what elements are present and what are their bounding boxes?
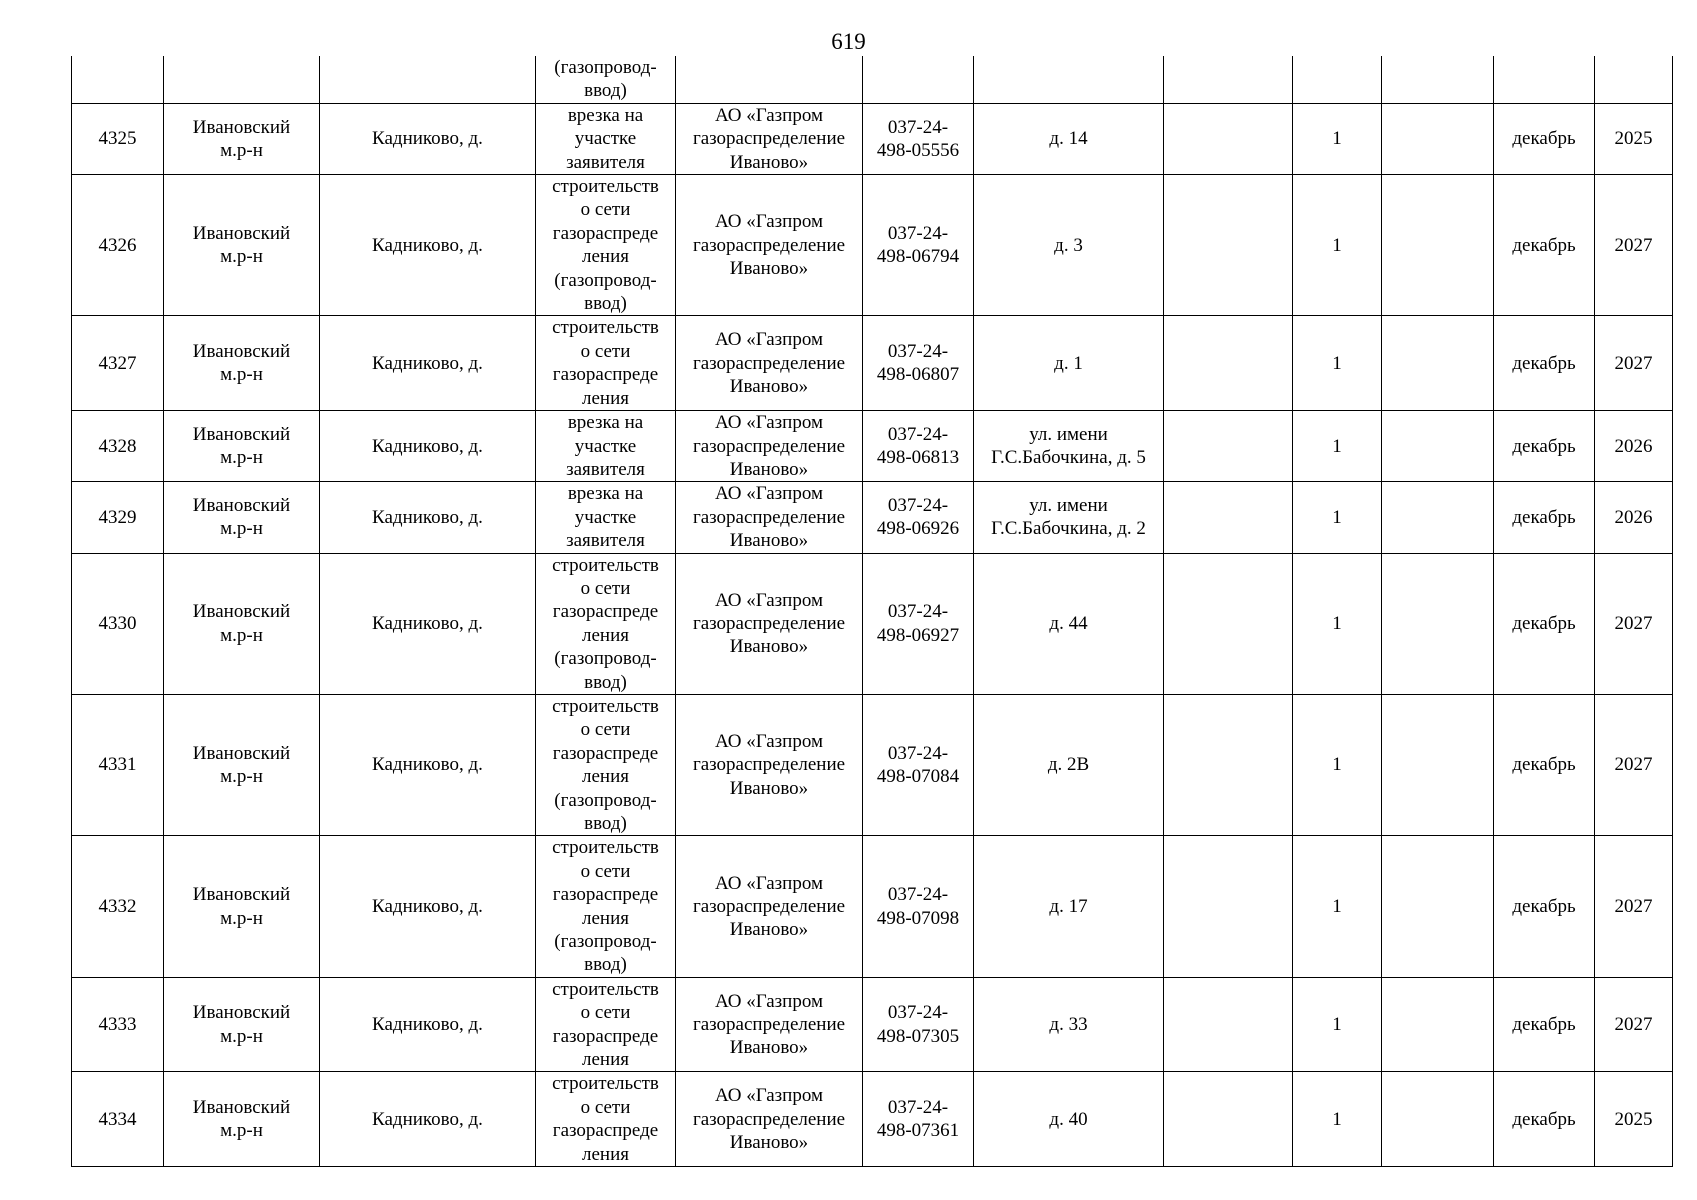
cell-month: декабрь	[1494, 553, 1595, 694]
cell-organization-line: Иваново»	[729, 530, 809, 552]
cell-address	[974, 175, 1164, 316]
cell-empty	[1382, 694, 1494, 835]
cell-address-line: ул. имени	[1029, 495, 1108, 517]
cell-organization-line: газораспределение	[692, 506, 846, 528]
cell-type-line: строительств	[552, 978, 659, 1000]
cell-organization-line: Иваново»	[729, 458, 809, 480]
cell-count: 1	[1293, 103, 1382, 174]
cell-year: 2027	[1595, 553, 1673, 694]
cell-code-line: 037-24-	[887, 116, 949, 138]
cell-organization-line: Иваново»	[729, 257, 809, 279]
cell-type	[536, 977, 676, 1072]
cell-type-line: ввод)	[584, 671, 627, 693]
cell-organization	[676, 836, 863, 977]
cell-empty	[1382, 175, 1494, 316]
cell-count: 1	[1293, 411, 1382, 482]
cell-district-line: м.р-н	[220, 907, 263, 929]
cell-code	[863, 553, 974, 694]
cell-empty	[1164, 175, 1293, 316]
cell-empty	[1164, 103, 1293, 174]
cell-address	[974, 977, 1164, 1072]
cell-type-line: ввод)	[584, 813, 627, 834]
cell-code-line: 037-24-	[887, 423, 949, 445]
cell-month: декабрь	[1494, 316, 1595, 411]
cell-type	[536, 1072, 676, 1167]
cell-organization-line: АО «Газпром	[714, 211, 824, 233]
table-row	[72, 694, 1673, 835]
cell-organization	[676, 175, 863, 316]
cell-district-line: м.р-н	[220, 766, 263, 788]
cell-year: 2025	[1595, 103, 1673, 174]
cell-type-line: ления	[582, 387, 629, 409]
cell-code	[863, 1072, 974, 1167]
table-row	[72, 977, 1673, 1072]
cell-locality: Кадниково, д.	[320, 482, 536, 553]
cell-code-line: 498-06807	[876, 364, 960, 386]
cell-number: 4332	[72, 836, 164, 977]
cell-organization	[676, 1072, 863, 1167]
cell-year: 2025	[1595, 1072, 1673, 1167]
cell-code-line: 498-07361	[876, 1120, 960, 1142]
table-row	[72, 836, 1673, 977]
cell-type-line: газораспреде	[552, 1120, 659, 1142]
cell-type-line: строительств	[552, 176, 659, 198]
cell-type-line: газораспреде	[552, 222, 659, 244]
cell-empty	[320, 56, 536, 103]
cell-organization-line: АО «Газпром	[714, 990, 824, 1012]
cell-type-line: газораспреде	[552, 1025, 659, 1047]
cell-locality: Кадниково, д.	[320, 1072, 536, 1167]
cell-count: 1	[1293, 553, 1382, 694]
cell-address	[974, 694, 1164, 835]
table-row	[72, 411, 1673, 482]
cell-code-line: 498-07305	[876, 1025, 960, 1047]
cell-type-line: строительств	[552, 317, 659, 339]
cell-type	[536, 553, 676, 694]
cell-address-line: Г.С.Бабочкина, д. 2	[991, 518, 1146, 540]
cell-organization-line: газораспределение	[692, 1108, 846, 1130]
cell-type-line: ввод)	[584, 80, 627, 102]
cell-empty	[1382, 977, 1494, 1072]
cell-organization-line: АО «Газпром	[714, 104, 824, 126]
cell-empty	[863, 56, 974, 103]
cell-organization-line: АО «Газпром	[714, 329, 824, 351]
cell-code	[863, 411, 974, 482]
cell-district-line: м.р-н	[220, 447, 263, 469]
cell-empty	[1494, 56, 1595, 103]
cell-empty	[1382, 56, 1494, 103]
cell-district	[164, 411, 320, 482]
cell-number: 4325	[72, 103, 164, 174]
cell-month: декабрь	[1494, 836, 1595, 977]
cell-count: 1	[1293, 977, 1382, 1072]
cell-code-line: 037-24-	[887, 222, 949, 244]
cell-district-line: Ивановский	[192, 1002, 291, 1024]
cell-district-line: Ивановский	[192, 742, 291, 764]
cell-district-line: м.р-н	[220, 364, 263, 386]
cell-count: 1	[1293, 836, 1382, 977]
cell-code-line: 498-07098	[876, 907, 960, 929]
cell-count: 1	[1293, 175, 1382, 316]
cell-month: декабрь	[1494, 103, 1595, 174]
cell-district-line: Ивановский	[192, 423, 291, 445]
cell-code-line: 037-24-	[887, 884, 949, 906]
cell-type	[536, 56, 676, 103]
cell-type-line: о сети	[580, 1002, 631, 1024]
cell-type-line: ления	[582, 907, 629, 929]
cell-empty	[1382, 836, 1494, 977]
cell-empty	[1164, 553, 1293, 694]
cell-type-line: газораспреде	[552, 364, 659, 386]
cell-empty	[72, 56, 164, 103]
cell-type	[536, 175, 676, 316]
cell-type	[536, 316, 676, 411]
cell-code-line: 498-06927	[876, 624, 960, 646]
cell-address-line: ул. имени	[1029, 423, 1108, 445]
cell-type	[536, 482, 676, 553]
cell-locality: Кадниково, д.	[320, 316, 536, 411]
cell-locality: Кадниково, д.	[320, 103, 536, 174]
cell-type-line: (газопровод-	[554, 931, 657, 953]
cell-district-line: м.р-н	[220, 624, 263, 646]
cell-type-line: ввод)	[584, 293, 627, 315]
cell-empty	[1164, 977, 1293, 1072]
table-row	[72, 482, 1673, 553]
cell-type-line: о сети	[580, 719, 631, 741]
cell-type-line: ления	[582, 766, 629, 788]
cell-empty	[974, 56, 1164, 103]
cell-number: 4326	[72, 175, 164, 316]
cell-organization	[676, 411, 863, 482]
cell-district-line: Ивановский	[192, 601, 291, 623]
cell-organization	[676, 482, 863, 553]
cell-code	[863, 103, 974, 174]
cell-empty	[676, 56, 863, 103]
cell-month: декабрь	[1494, 175, 1595, 316]
table-row	[72, 1072, 1673, 1167]
cell-type-line: заявителя	[566, 151, 645, 173]
cell-count: 1	[1293, 1072, 1382, 1167]
cell-organization-line: газораспределение	[692, 1013, 846, 1035]
table-row	[72, 175, 1673, 316]
cell-district	[164, 482, 320, 553]
cell-empty	[1293, 56, 1382, 103]
cell-number: 4331	[72, 694, 164, 835]
table-row	[72, 316, 1673, 411]
cell-count: 1	[1293, 482, 1382, 553]
cell-locality: Кадниково, д.	[320, 175, 536, 316]
table-body	[72, 56, 1673, 1167]
cell-empty	[1382, 482, 1494, 553]
cell-empty	[1164, 316, 1293, 411]
cell-type-line: ления	[582, 1143, 629, 1165]
cell-code-line: 037-24-	[887, 340, 949, 362]
cell-address	[974, 553, 1164, 694]
cell-district-line: м.р-н	[220, 139, 263, 161]
cell-organization-line: АО «Газпром	[714, 1085, 824, 1107]
cell-type-line: врезка на	[567, 483, 644, 505]
cell-empty	[1382, 553, 1494, 694]
cell-number: 4334	[72, 1072, 164, 1167]
cell-district	[164, 175, 320, 316]
cell-organization-line: Иваново»	[729, 636, 809, 658]
cell-year: 2026	[1595, 482, 1673, 553]
cell-organization-line: Иваново»	[729, 151, 809, 173]
cell-type-line: ления	[582, 1049, 629, 1071]
cell-empty	[1595, 56, 1673, 103]
cell-district-line: Ивановский	[192, 340, 291, 362]
cell-address	[974, 103, 1164, 174]
cell-district-line: Ивановский	[192, 116, 291, 138]
cell-year: 2027	[1595, 694, 1673, 835]
cell-type-line: о сети	[580, 340, 631, 362]
cell-year: 2027	[1595, 175, 1673, 316]
cell-address-line: д. 14	[1049, 128, 1088, 150]
cell-locality: Кадниково, д.	[320, 836, 536, 977]
cell-type	[536, 694, 676, 835]
cell-organization	[676, 316, 863, 411]
cell-type-line: (газопровод-	[554, 269, 657, 291]
cell-type-line: участке	[574, 506, 637, 528]
cell-empty	[1164, 836, 1293, 977]
cell-empty	[1382, 1072, 1494, 1167]
cell-number: 4333	[72, 977, 164, 1072]
cell-type	[536, 411, 676, 482]
cell-organization-line: газораспределение	[692, 352, 846, 374]
cell-code-line: 037-24-	[887, 1096, 949, 1118]
cell-organization-line: газораспределение	[692, 234, 846, 256]
cell-organization-line: Иваново»	[729, 919, 809, 941]
cell-number: 4328	[72, 411, 164, 482]
cell-type-line: (газопровод-	[554, 648, 657, 670]
register-table	[71, 56, 1673, 1167]
cell-address-line: д. 2В	[1047, 754, 1090, 776]
cell-type-line: участке	[574, 128, 637, 150]
cell-address	[974, 836, 1164, 977]
cell-type-line: ления	[582, 624, 629, 646]
cell-code-line: 498-06926	[876, 518, 960, 540]
cell-address-line: д. 1	[1054, 352, 1083, 374]
cell-empty	[1164, 56, 1293, 103]
cell-count: 1	[1293, 316, 1382, 411]
cell-locality: Кадниково, д.	[320, 553, 536, 694]
cell-empty	[1164, 411, 1293, 482]
cell-organization-line: газораспределение	[692, 435, 846, 457]
cell-type-line: о сети	[580, 199, 631, 221]
cell-organization-line: газораспределение	[692, 754, 846, 776]
cell-organization-line: Иваново»	[729, 777, 809, 799]
cell-organization-line: Иваново»	[729, 375, 809, 397]
cell-empty	[1382, 103, 1494, 174]
cell-code-line: 498-06794	[876, 246, 960, 268]
cell-month: декабрь	[1494, 482, 1595, 553]
cell-month: декабрь	[1494, 411, 1595, 482]
cell-number: 4327	[72, 316, 164, 411]
cell-empty	[1382, 316, 1494, 411]
table-row	[72, 103, 1673, 174]
cell-month: декабрь	[1494, 694, 1595, 835]
cell-district-line: м.р-н	[220, 1120, 263, 1142]
cell-organization-line: АО «Газпром	[714, 412, 824, 434]
cell-empty	[1164, 1072, 1293, 1167]
cell-month: декабрь	[1494, 1072, 1595, 1167]
cell-address-line: д. 40	[1049, 1108, 1088, 1130]
cell-district-line: Ивановский	[192, 884, 291, 906]
cell-address-line: д. 17	[1049, 895, 1088, 917]
cell-type-line: (газопровод-	[554, 789, 657, 811]
cell-year: 2027	[1595, 316, 1673, 411]
cell-address-line: д. 3	[1054, 234, 1083, 256]
cell-number: 4330	[72, 553, 164, 694]
cell-count: 1	[1293, 694, 1382, 835]
cell-organization-line: АО «Газпром	[714, 483, 824, 505]
cell-empty	[164, 56, 320, 103]
cell-type-line: ввод)	[584, 954, 627, 976]
cell-type	[536, 103, 676, 174]
cell-code-line: 498-05556	[876, 139, 960, 161]
cell-code	[863, 316, 974, 411]
cell-district	[164, 316, 320, 411]
cell-address-line: д. 33	[1049, 1013, 1088, 1035]
cell-locality: Кадниково, д.	[320, 694, 536, 835]
cell-district	[164, 836, 320, 977]
cell-type-line: врезка на	[567, 104, 644, 126]
cell-year: 2026	[1595, 411, 1673, 482]
cell-organization-line: АО «Газпром	[714, 731, 824, 753]
cell-organization-line: газораспределение	[692, 128, 846, 150]
cell-code	[863, 175, 974, 316]
cell-code	[863, 836, 974, 977]
cell-type-line: ления	[582, 246, 629, 268]
cell-empty	[1164, 694, 1293, 835]
cell-locality: Кадниково, д.	[320, 411, 536, 482]
cell-empty	[1382, 411, 1494, 482]
cell-code-line: 037-24-	[887, 495, 949, 517]
cell-organization-line: газораспределение	[692, 613, 846, 635]
cell-type-line: заявителя	[566, 530, 645, 552]
cell-address	[974, 1072, 1164, 1167]
cell-district	[164, 553, 320, 694]
cell-organization-line: АО «Газпром	[714, 589, 824, 611]
cell-type-line: строительств	[552, 695, 659, 717]
cell-type-line: газораспреде	[552, 742, 659, 764]
cell-district-line: Ивановский	[192, 495, 291, 517]
cell-code-line: 498-07084	[876, 766, 960, 788]
cell-district	[164, 977, 320, 1072]
cell-type-line: о сети	[580, 577, 631, 599]
cell-year: 2027	[1595, 977, 1673, 1072]
cell-type-line: о сети	[580, 1096, 631, 1118]
cell-district	[164, 1072, 320, 1167]
cell-address-line: д. 44	[1049, 613, 1088, 635]
cell-type-line: газораспреде	[552, 884, 659, 906]
cell-month: декабрь	[1494, 977, 1595, 1072]
cell-code	[863, 482, 974, 553]
cell-address	[974, 482, 1164, 553]
cell-organization-line: Иваново»	[729, 1131, 809, 1153]
cell-type-line: строительств	[552, 554, 659, 576]
cell-type-line: врезка на	[567, 412, 644, 434]
cell-district-line: м.р-н	[220, 518, 263, 540]
cell-year: 2027	[1595, 836, 1673, 977]
cell-type-line: о сети	[580, 860, 631, 882]
cell-organization-line: газораспределение	[692, 895, 846, 917]
cell-address	[974, 411, 1164, 482]
cell-organization	[676, 977, 863, 1072]
cell-empty	[1164, 482, 1293, 553]
cell-district-line: Ивановский	[192, 222, 291, 244]
cell-organization-line: Иваново»	[729, 1037, 809, 1059]
cell-number: 4329	[72, 482, 164, 553]
table-row	[72, 553, 1673, 694]
cell-district-line: Ивановский	[192, 1096, 291, 1118]
page-number: 619	[831, 29, 866, 54]
cell-address	[974, 316, 1164, 411]
cell-type-line: строительств	[552, 1073, 659, 1095]
cell-code-line: 037-24-	[887, 601, 949, 623]
cell-code	[863, 694, 974, 835]
cell-type-line: (газопровод-	[554, 57, 657, 78]
cell-code-line: 498-06813	[876, 447, 960, 469]
cell-type-line: участке	[574, 435, 637, 457]
continuation-row	[72, 56, 1673, 103]
cell-locality: Кадниково, д.	[320, 977, 536, 1072]
cell-address-line: Г.С.Бабочкина, д. 5	[991, 447, 1146, 469]
cell-district-line: м.р-н	[220, 246, 263, 268]
cell-type	[536, 836, 676, 977]
cell-type-line: заявителя	[566, 458, 645, 480]
cell-code-line: 037-24-	[887, 742, 949, 764]
cell-organization	[676, 694, 863, 835]
cell-organization-line: АО «Газпром	[714, 872, 824, 894]
cell-district-line: м.р-н	[220, 1025, 263, 1047]
cell-organization	[676, 103, 863, 174]
cell-type-line: строительств	[552, 837, 659, 859]
cell-type-line: газораспреде	[552, 601, 659, 623]
cell-district	[164, 103, 320, 174]
cell-code	[863, 977, 974, 1072]
cell-organization	[676, 553, 863, 694]
cell-district	[164, 694, 320, 835]
cell-code-line: 037-24-	[887, 1002, 949, 1024]
